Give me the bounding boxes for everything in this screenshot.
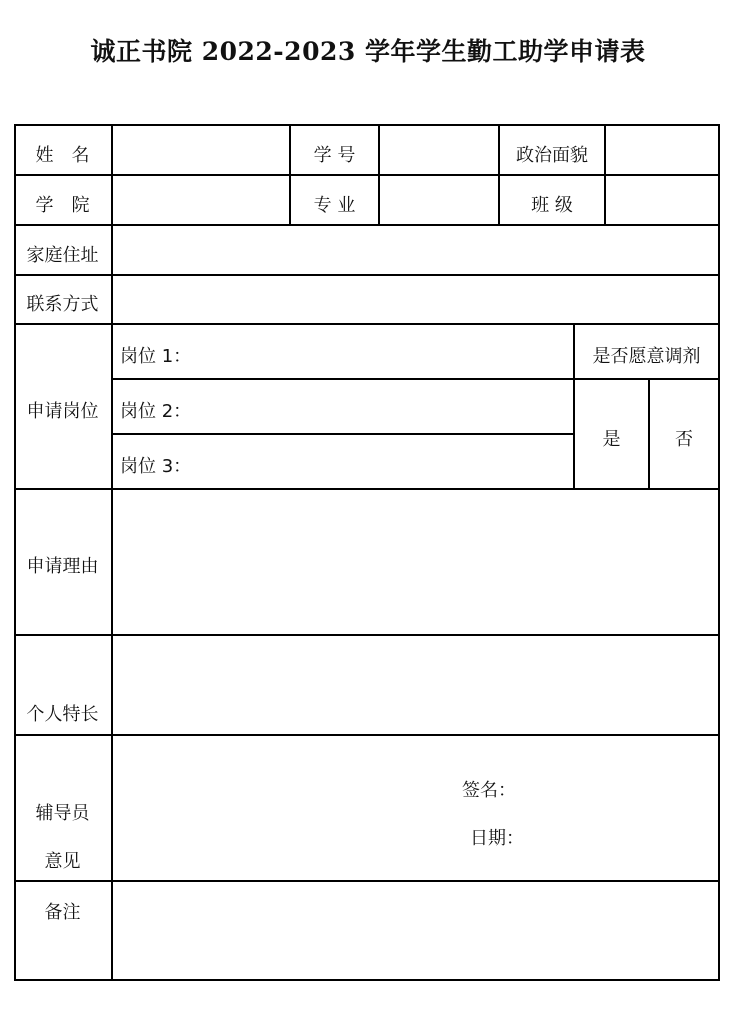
label-opinion: 意见	[44, 851, 81, 872]
option-no[interactable]: 否	[675, 429, 693, 450]
label-apply-post: 申请岗位	[26, 401, 99, 422]
student-no-field[interactable]	[380, 126, 498, 174]
label-name: 姓 名	[35, 145, 90, 166]
major-field[interactable]	[380, 176, 498, 224]
label-counselor: 辅导员	[35, 803, 90, 824]
label-major: 专 业	[313, 195, 356, 216]
post-2-field[interactable]	[200, 380, 572, 433]
label-student-no: 学 号	[313, 145, 356, 166]
label-contact: 联系方式	[26, 294, 99, 315]
form-title: 诚正书院 2022-2023 学年学生勤工助学申请表	[90, 37, 646, 66]
label-class: 班 级	[531, 195, 573, 216]
specialty-field[interactable]	[113, 636, 718, 734]
label-adjust: 是否愿意调剂	[592, 346, 701, 367]
label-post-1: 岗位 1：	[120, 346, 192, 367]
remark-field[interactable]	[113, 882, 718, 979]
label-address: 家庭住址	[26, 245, 99, 266]
label-political: 政治面貌	[516, 145, 588, 166]
political-field[interactable]	[606, 126, 718, 174]
option-yes[interactable]: 是	[602, 429, 621, 450]
label-specialty: 个人特长	[26, 704, 99, 725]
contact-field[interactable]	[113, 276, 718, 323]
post-3-field[interactable]	[200, 435, 572, 488]
name-field[interactable]	[113, 126, 289, 174]
label-reason: 申请理由	[26, 556, 99, 577]
post-1-field[interactable]	[200, 325, 572, 378]
signature-label: 签名：	[462, 780, 516, 801]
label-remark: 备注	[44, 902, 81, 923]
label-college: 学 院	[35, 195, 90, 216]
address-field[interactable]	[113, 226, 718, 274]
date-label: 日期：	[470, 828, 524, 849]
reason-field[interactable]	[113, 490, 718, 634]
label-post-2: 岗位 2：	[120, 401, 192, 422]
college-field[interactable]	[113, 176, 289, 224]
class-field[interactable]	[606, 176, 718, 224]
counselor-opinion-field[interactable]	[113, 736, 718, 880]
label-post-3: 岗位 3：	[120, 456, 192, 477]
